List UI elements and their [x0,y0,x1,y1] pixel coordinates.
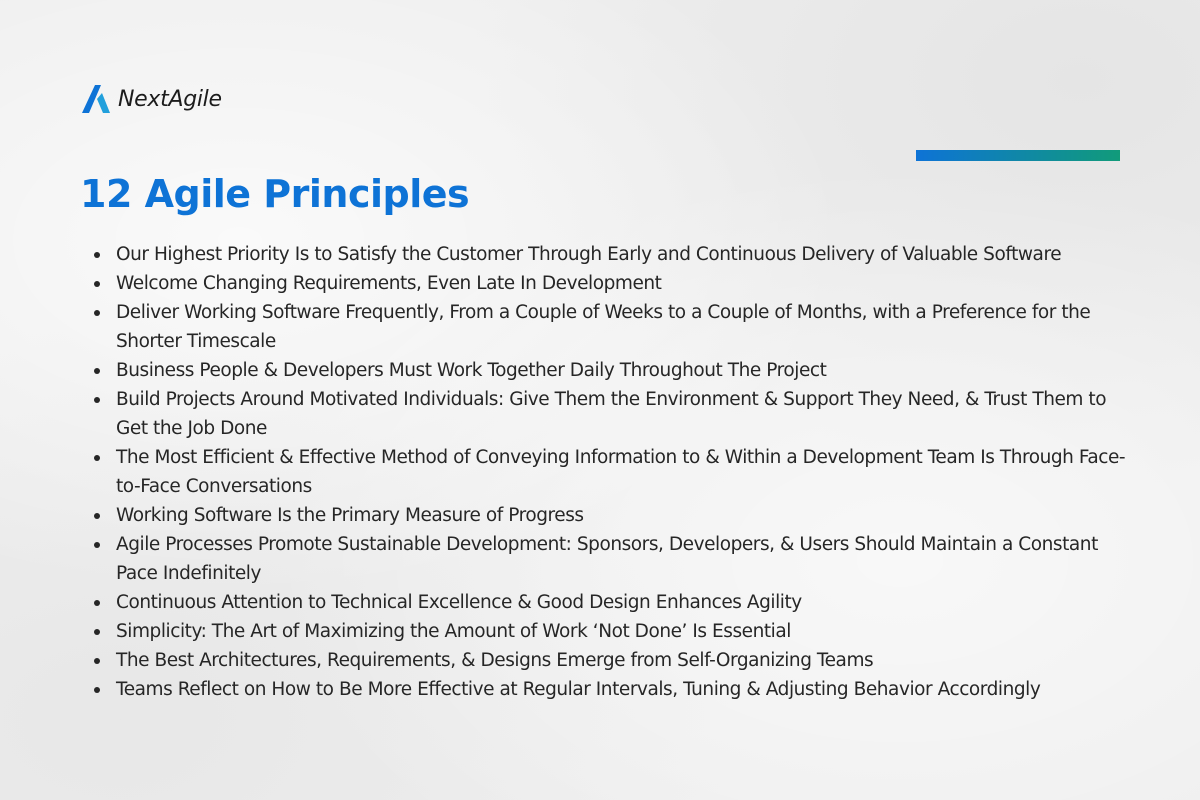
principle-item [116,588,1126,617]
brand-name: NextAgile [118,86,222,112]
page-title: 12 Agile Principles [80,172,470,216]
bullet-icon [94,513,100,519]
principle-text: Continuous Attention to Technical Excellence & Good Design Enhances Agility [116,592,802,613]
bullet-icon [94,252,100,258]
principle-text: The Most Efficient & Effective Method of Conveying Information to & Within a Development Team Is Through Face-to-Face Conversations [116,447,1126,497]
nextagile-logo-icon [80,83,112,115]
bullet-icon [94,310,100,316]
bullet-icon [94,281,100,287]
principle-text: Agile Processes Promote Sustainable Development: Sponsors, Developers, & Users Should Maintain a Constant Pace Indefinitely [116,534,1098,584]
bullet-icon [94,397,100,403]
principle-text: Build Projects Around Motivated Individuals: Give Them the Environment & Support They Need, & Trust Them to Get the Job Done [116,389,1107,439]
bullet-icon [94,368,100,374]
principle-text: Business People & Developers Must Work Together Daily Throughout The Project [116,360,827,381]
principle-item [116,501,1126,530]
principle-text: The Best Architectures, Requirements, & Designs Emerge from Self-Organizing Teams [116,650,874,671]
bullet-icon [94,455,100,461]
principle-text: Simplicity: The Art of Maximizing the Amount of Work ‘Not Done’ Is Essential [116,621,791,642]
brand-logo [80,82,222,116]
bullet-icon [94,600,100,606]
principle-item [116,269,1126,298]
principle-item [116,385,1126,443]
principle-item [116,443,1126,501]
bullet-icon [94,658,100,664]
bullet-icon [94,542,100,548]
principle-item [116,356,1126,385]
bullet-icon [94,687,100,693]
principle-item [116,240,1126,269]
principles-list [116,240,1126,704]
principle-text: Our Highest Priority Is to Satisfy the Customer Through Early and Continuous Delivery of Valuable Software [116,244,1062,265]
principle-item [116,530,1126,588]
principle-item [116,617,1126,646]
principle-text: Welcome Changing Requirements, Even Late In Development [116,273,662,294]
principle-text: Deliver Working Software Frequently, From a Couple of Weeks to a Couple of Months, with a Preference for the Shorter Timescale [116,302,1091,352]
principle-item [116,298,1126,356]
bullet-icon [94,629,100,635]
principle-item [116,675,1126,704]
principle-text: Working Software Is the Primary Measure of Progress [116,505,584,526]
principle-text: Teams Reflect on How to Be More Effective at Regular Intervals, Tuning & Adjusting Behavior Accordingly [116,679,1041,700]
principle-item [116,646,1126,675]
accent-bar [916,150,1120,161]
